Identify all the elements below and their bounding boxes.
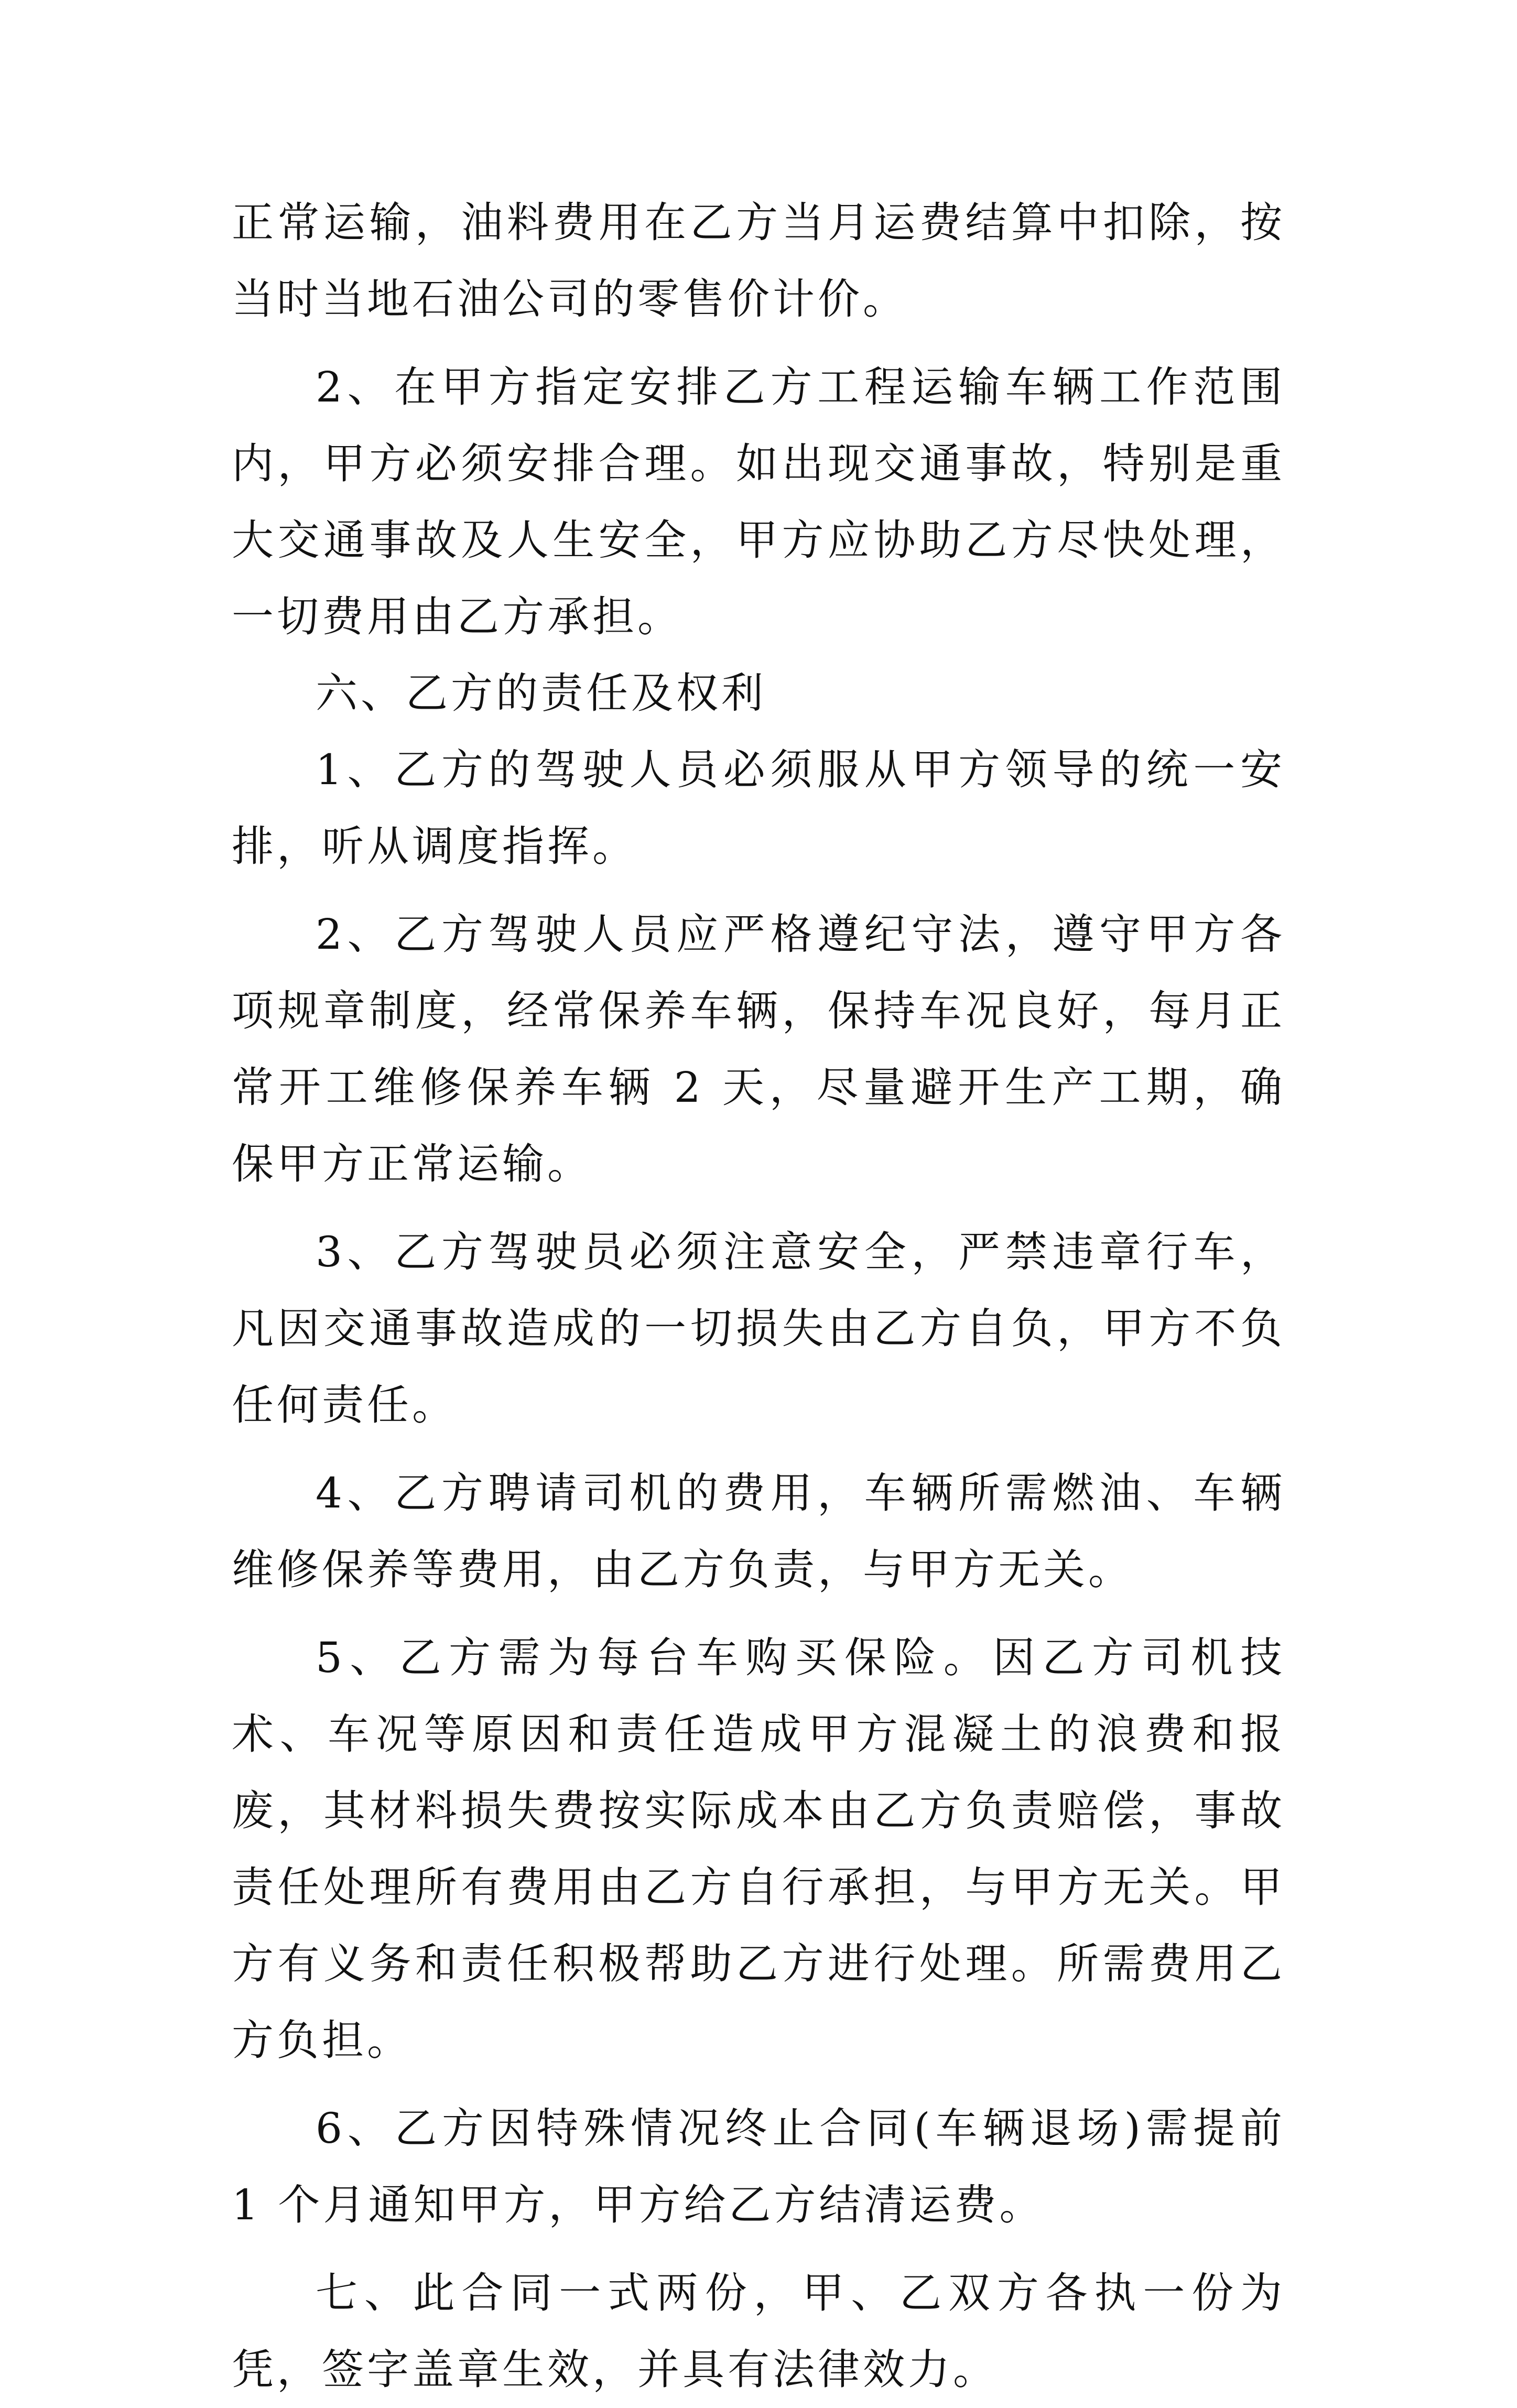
section-heading-7: 七、此合同一式两份，甲、乙双方各执一份为凭，签字盖章生效，并具有法律效力。: [232, 2269, 1285, 2394]
paragraph-clause-6-3: 3、乙方驾驶员必须注意安全，严禁违章行车，凡因交通事故造成的一切损失由乙方自负，甲方不负任何责任。: [232, 1228, 1285, 1429]
paragraph-clause-6-1: 1、乙方的驾驶人员必须服从甲方领导的统一安排，听从调度指挥。: [232, 745, 1285, 871]
paragraph-clause-6-4: 4、乙方聘请司机的费用，车辆所需燃油、车辆维修保养等费用，由乙方负责，与甲方无关。: [232, 1469, 1285, 1594]
document-body: [232, 185, 1285, 2408]
paragraph-clause-6-5: 5、乙方需为每台车购买保险。因乙方司机技术、车况等原因和责任造成甲方混凝土的浪费和报废，其材料损失费按实际成本由乙方负责赔偿，事故责任处理所有费用由乙方自行承担，与甲方无关。甲方有义务和责任积极帮助乙方进行处理。所需费用乙方负担。: [232, 1633, 1285, 2065]
paragraph-clause-6-2: 2、乙方驾驶人员应严格遵纪守法，遵守甲方各项规章制度，经常保养车辆，保持车况良好，每月正常开工维修保养车辆 2 天，尽量避开生产工期，确保甲方正常运输。: [232, 910, 1285, 1188]
paragraph-clause-5-2: 2、在甲方指定安排乙方工程运输车辆工作范围内，甲方必须安排合理。如出现交通事故，特别是重大交通事故及人生安全，甲方应协助乙方尽快处理，一切费用由乙方承担。: [232, 363, 1285, 641]
paragraph-continuation: 正常运输，油料费用在乙方当月运费结算中扣除，按当时当地石油公司的零售价计价。: [232, 198, 1285, 323]
paragraph-clause-6-6: 6、乙方因特殊情况终止合同(车辆退场)需提前 1 个月通知甲方，甲方给乙方结清运费。: [232, 2104, 1285, 2229]
section-heading-6: 六、乙方的责任及权利: [316, 669, 766, 718]
